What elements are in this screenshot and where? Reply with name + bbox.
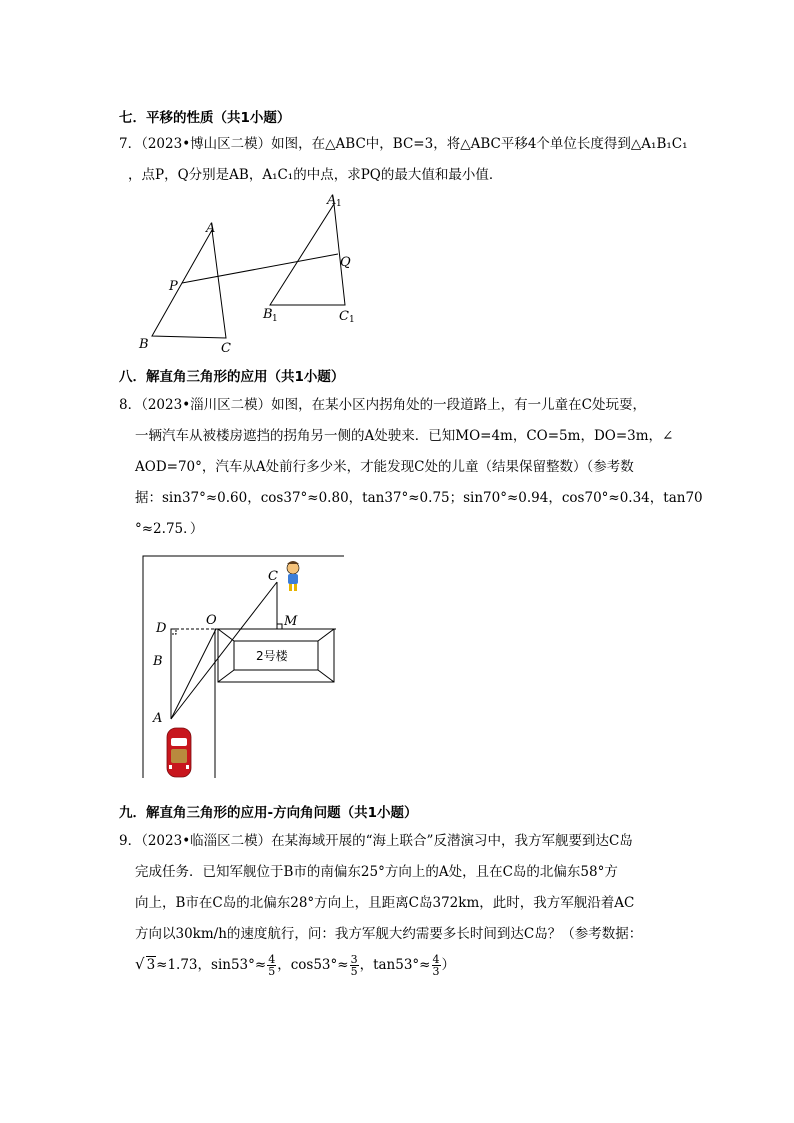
label-q: Q [340,255,351,270]
problem-8-line-2: 一辆汽车从被楼房遮挡的拐角另一侧的A处驶来．已知MO=4m，CO=5m，DO=3m，∠ [135,428,674,444]
label-c: C [221,341,231,356]
problem-7-line-1: 7．（2023•博山区二模）如图，在△ABC中，BC=3，将△ABC平移4个单位长度得到△A₁B₁C₁ [119,136,688,152]
problem-9-line-3: 向上，B市在C岛的北偏东28°方向上，且距离C岛372km，此时，我方军舰沿着AC [135,895,635,911]
label-a1-subscript: 1 [336,199,342,209]
label-b1-subscript: 1 [272,314,278,324]
sin-ref: sin53°≈ [211,957,267,973]
label-b: B [153,654,163,669]
sin-fraction: $\frac{4}{5}$ [268,953,276,978]
section-heading-9: 九．解直角三角形的应用-方向角问题（共1小题） [119,805,418,821]
problem-8-line-1: 8．（2023•淄川区二模）如图，在某小区内拐角处的一段道路上，有一儿童在C处玩耍， [119,397,646,413]
problem-9-line-1: 9．（2023•临淄区二模）在某海域开展的“海上联合”反潜演习中，我方军舰要到达C岛 [119,833,633,849]
label-a1: A [327,193,337,208]
triangle-translation-figure [135,188,375,358]
triangle-abc [152,230,226,338]
problem-8-line-4: 据：sin37°≈0.60，cos37°≈0.80，tan37°≈0.75；sin70°≈0.94，cos70°≈0.34，tan70 [135,490,703,506]
problem-8-line-5: °≈2.75．） [135,521,204,537]
label-b: B [139,337,149,352]
building-label: 2号楼 [256,649,288,663]
section-heading-8: 八．解直角三角形的应用（共1小题） [119,369,345,385]
close-paren: ） [441,957,455,973]
sqrt-argument: 3 [146,957,156,973]
cos-fraction: $\frac{3}{5}$ [350,953,358,978]
tan-ref: ，tan53°≈ [359,957,431,973]
child-icon [287,561,299,591]
label-a: A [206,221,216,236]
problem-9-reference-data: √ 3≈1.73，sin53°≈ $\frac{4}{5}$ ，cos53°≈ $\frac{3}{5}$ ，tan53°≈ $\frac{4}{3}$ ） [135,953,455,978]
car-icon [167,728,191,777]
label-c1-subscript: 1 [349,315,355,325]
label-p: P [169,279,178,294]
problem-8-line-3: AOD=70°，汽车从A处前行多少米，才能发现C处的儿童（结果保留整数）（参考数 [135,459,634,475]
label-b1: B [263,307,273,322]
street-corner-figure [138,552,348,782]
sqrt-value: ≈1.73， [156,957,212,973]
problem-9-line-2: 完成任务．已知军舰位于B市的南偏东25°方向上的A处，且在C岛的北偏东58°方 [135,864,618,880]
label-c1: C [339,309,349,324]
label-c: C [268,569,278,584]
section-heading-7: 七．平移的性质（共1小题） [119,110,291,126]
label-o: O [206,613,217,628]
label-m: M [284,614,298,629]
label-d: D [156,621,167,636]
tan-fraction: $\frac{4}{3}$ [432,953,440,978]
label-a: A [153,711,163,726]
cos-ref: ，cos53°≈ [277,957,349,973]
segment-pq [182,254,338,283]
problem-7-line-2: ，点P，Q分别是AB，A₁C₁的中点，求PQ的最大值和最小值． [128,167,503,183]
problem-9-line-4: 方向以30km/h的速度航行，问：我方军舰大约需要多长时间到达C岛？（参考数据： [135,926,643,942]
